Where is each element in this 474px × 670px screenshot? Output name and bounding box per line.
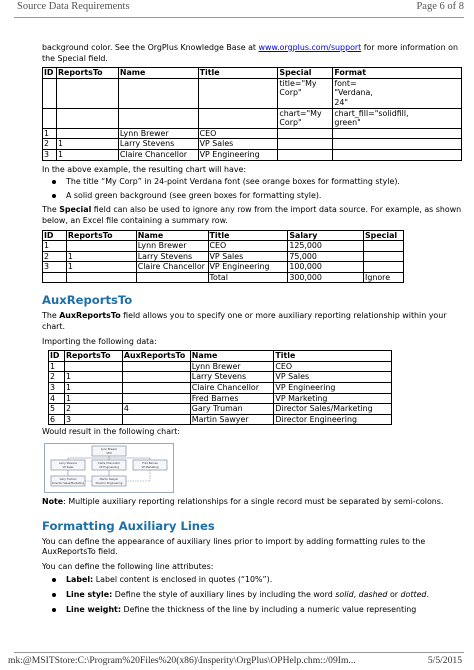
table-cell: CEO — [274, 361, 392, 372]
column-header: ID — [43, 68, 57, 79]
table-cell: Larry Stevens — [190, 372, 274, 383]
table-cell: chart="My Corp" — [278, 108, 333, 128]
bullet-icon — [52, 593, 56, 597]
table-cell: Ignore — [364, 272, 404, 283]
column-header: ReportsTo — [56, 68, 118, 79]
table-cell: font= "Verdana, 24" — [333, 78, 462, 108]
list-item: A solid green background (see green boxes for formatting style). — [42, 191, 462, 202]
table-cell: 1 — [66, 251, 136, 262]
salary-table — [42, 230, 404, 284]
table-cell — [136, 272, 208, 283]
column-header: Special — [278, 68, 333, 79]
table-cell — [122, 372, 190, 383]
table-cell: VP Engineering — [274, 383, 392, 394]
org-box-text: Lynn Brewer — [100, 448, 118, 451]
header-title: Source Data Requirements — [17, 1, 130, 12]
table-cell: 3 — [43, 149, 57, 160]
table-row — [43, 241, 404, 252]
table-cell — [278, 149, 333, 160]
table-cell: 2 — [49, 372, 65, 383]
attrs-intro: You can define the following line attributes: — [42, 561, 214, 571]
intro-paragraph: background color. See the OrgPlus Knowledge Base at www.orgplus.com/support for more information on the Special field. — [42, 43, 458, 63]
table-row — [49, 404, 392, 415]
table-cell — [66, 272, 136, 283]
header-page-number: Page 6 of 8 — [416, 1, 464, 12]
org-box — [133, 460, 167, 470]
org-box-text: Claire Chancellor — [97, 462, 121, 465]
table-cell — [64, 361, 122, 372]
table-cell — [122, 393, 190, 404]
table-cell — [278, 128, 333, 139]
column-header: Title — [208, 230, 288, 241]
page-header — [0, 1, 474, 15]
footer-divider — [14, 652, 464, 653]
org-box-text: CEO — [106, 451, 112, 455]
table-cell — [118, 108, 198, 128]
table-header-row — [43, 230, 404, 241]
table-cell: Lynn Brewer — [118, 128, 198, 139]
table-cell: Claire Chancellor — [136, 262, 208, 273]
table-row — [49, 383, 392, 394]
column-header: Name — [136, 230, 208, 241]
formatting-heading: Formatting Auxiliary Lines — [42, 518, 215, 533]
org-box — [92, 446, 126, 456]
table-row — [49, 372, 392, 383]
org-box-text: Gary Truman — [59, 478, 77, 481]
table-row — [49, 414, 392, 425]
list-item: Line style: Define the style of auxiliary lines by including the word solid, dashed or dotted. — [42, 590, 462, 601]
table-cell — [122, 361, 190, 372]
table-cell: VP Sales — [198, 139, 278, 150]
table-cell: 4 — [122, 404, 190, 415]
table-cell: Fred Barnes — [190, 393, 274, 404]
table-cell: title="My Corp" — [278, 78, 333, 108]
footer-date: 5/5/2015 — [427, 655, 462, 666]
table-cell: CEO — [198, 128, 278, 139]
table-cell — [364, 251, 404, 262]
org-box — [92, 476, 126, 486]
table-row — [43, 139, 462, 150]
footer-path: mk:@MSITStore:C:\Program%20Files%20(x86)\Insperity\OrgPlus\OPHelp.chm::/09Im... — [8, 655, 356, 666]
bullet-icon — [52, 608, 56, 612]
column-header: Salary — [288, 230, 364, 241]
special-paragraph: The Special field can also be used to ignore any row from the import data source. For example, as shown below, an Excel file containing a summary row. — [42, 205, 462, 225]
table-cell — [364, 241, 404, 252]
table-cell: 1 — [49, 361, 65, 372]
list-item: Line weight: Define the thickness of the line by including a numeric value representing — [42, 605, 462, 616]
table-cell: Lynn Brewer — [190, 361, 274, 372]
table-cell — [43, 272, 67, 283]
table-row — [49, 393, 392, 404]
table-cell — [333, 149, 462, 160]
table-cell — [56, 128, 118, 139]
table-cell: Larry Stevens — [118, 139, 198, 150]
table-cell: Claire Chancellor — [118, 149, 198, 160]
format-table — [42, 67, 462, 160]
bullet-icon — [52, 194, 56, 198]
aux-table — [48, 350, 392, 425]
table-cell — [118, 78, 198, 108]
column-header: Name — [190, 351, 274, 362]
table-cell — [122, 383, 190, 394]
table-cell: Gary Truman — [190, 404, 274, 415]
table-cell — [43, 78, 57, 108]
table-cell: Larry Stevens — [136, 251, 208, 262]
table-cell: 300,000 — [288, 272, 364, 283]
table-cell: 100,000 — [288, 262, 364, 273]
table-cell: 75,000 — [288, 251, 364, 262]
list-item: Label: Label content is enclosed in quotes (“10%”). — [42, 575, 462, 586]
table-cell — [278, 139, 333, 150]
table-cell — [66, 241, 136, 252]
column-header: Title — [198, 68, 278, 79]
table-cell: VP Engineering — [198, 149, 278, 160]
table-row — [43, 128, 462, 139]
org-box — [92, 460, 126, 470]
table-cell: 1 — [66, 262, 136, 273]
result-intro: In the above example, the resulting chart will have: — [42, 164, 247, 174]
table-cell: VP Engineering — [208, 262, 288, 273]
table-cell: 1 — [64, 393, 122, 404]
result-bullets — [42, 177, 462, 201]
org-box — [51, 476, 85, 486]
column-header: ID — [49, 351, 65, 362]
table-header-row — [43, 68, 462, 79]
table-cell — [198, 108, 278, 128]
table-cell: Director Sales/Marketing — [274, 404, 392, 415]
formatting-paragraph: You can define the appearance of auxiliary lines prior to import by adding formatting rules to the AuxReportsTo field. — [42, 536, 426, 557]
org-box-text: VP Sales — [62, 465, 74, 469]
table-cell — [198, 78, 278, 108]
org-box-text: VP Marketing — [141, 465, 159, 469]
bullet-icon — [52, 578, 56, 582]
org-box-text: Fred Barnes — [142, 462, 158, 465]
table-cell: 4 — [49, 393, 65, 404]
table-cell: 1 — [56, 139, 118, 150]
result-chart-label: Would result in the following chart: — [42, 427, 181, 437]
table-cell — [122, 414, 190, 425]
table-cell: 2 — [64, 404, 122, 415]
org-box-text: VP Engineering — [99, 465, 119, 469]
column-header: Name — [118, 68, 198, 79]
table-cell: 1 — [43, 241, 67, 252]
table-cell — [43, 108, 57, 128]
table-cell — [333, 128, 462, 139]
table-cell: 2 — [43, 139, 57, 150]
table-cell: 1 — [64, 383, 122, 394]
table-cell: Lynn Brewer — [136, 241, 208, 252]
aux-heading: AuxReportsTo — [42, 293, 133, 308]
column-header: Special — [364, 230, 404, 241]
table-cell: 3 — [64, 414, 122, 425]
header-divider — [14, 17, 464, 18]
org-box-text: Larry Stevens — [59, 462, 77, 465]
table-header-row — [49, 351, 392, 362]
table-cell — [364, 262, 404, 273]
org-box-text: Director Sales/Marketing — [52, 481, 84, 485]
note-paragraph: Note: Multiple auxiliary reporting relationships for a single record must be separated by semi-colons. — [42, 497, 444, 506]
bullet-icon — [52, 180, 56, 184]
table-cell: Director Engineering — [274, 414, 392, 425]
column-header: AuxReportsTo — [122, 351, 190, 362]
table-cell — [56, 78, 118, 108]
table-cell — [333, 139, 462, 150]
table-cell: chart_fill="solidfill, green" — [333, 108, 462, 128]
table-cell: 2 — [43, 251, 67, 262]
importing-label: Importing the following data: — [42, 336, 157, 346]
list-item: The title “My Corp” in 24-point Verdana font (see orange boxes for formatting style). — [42, 177, 462, 188]
table-row — [43, 149, 462, 160]
table-cell: CEO — [208, 241, 288, 252]
table-cell — [56, 108, 118, 128]
column-header: ID — [43, 230, 67, 241]
column-header: ReportsTo — [66, 230, 136, 241]
table-cell: 1 — [64, 372, 122, 383]
table-cell: VP Sales — [208, 251, 288, 262]
table-cell: 6 — [49, 414, 65, 425]
table-cell: 1 — [56, 149, 118, 160]
table-row — [43, 108, 462, 128]
table-row — [43, 78, 462, 108]
table-cell: 3 — [43, 262, 67, 273]
table-cell: 5 — [49, 404, 65, 415]
attr-bullets — [42, 575, 462, 615]
table-row — [43, 272, 404, 283]
org-chart-image — [44, 443, 174, 493]
table-row — [49, 361, 392, 372]
column-header: Title — [274, 351, 392, 362]
kb-link[interactable]: www.orgplus.com/support — [258, 43, 362, 52]
table-cell: Martin Sawyer — [190, 414, 274, 425]
org-box-text: Director Engineering — [95, 481, 123, 485]
column-header: ReportsTo — [64, 351, 122, 362]
column-header: Format — [333, 68, 462, 79]
table-cell: 3 — [49, 383, 65, 394]
org-box — [51, 460, 85, 470]
aux-paragraph: The AuxReportsTo field allows you to specify one or more auxiliary reporting relationship within your chart. — [42, 311, 447, 332]
table-cell: Claire Chancellor — [190, 383, 274, 394]
document-body — [42, 43, 462, 615]
table-cell: VP Sales — [274, 372, 392, 383]
table-cell: 125,000 — [288, 241, 364, 252]
table-row — [43, 262, 404, 273]
table-row — [43, 251, 404, 262]
table-cell: VP Marketing — [274, 393, 392, 404]
table-cell: Total — [208, 272, 288, 283]
table-cell: 1 — [43, 128, 57, 139]
org-box-text: Martin Sawyer — [99, 478, 119, 481]
